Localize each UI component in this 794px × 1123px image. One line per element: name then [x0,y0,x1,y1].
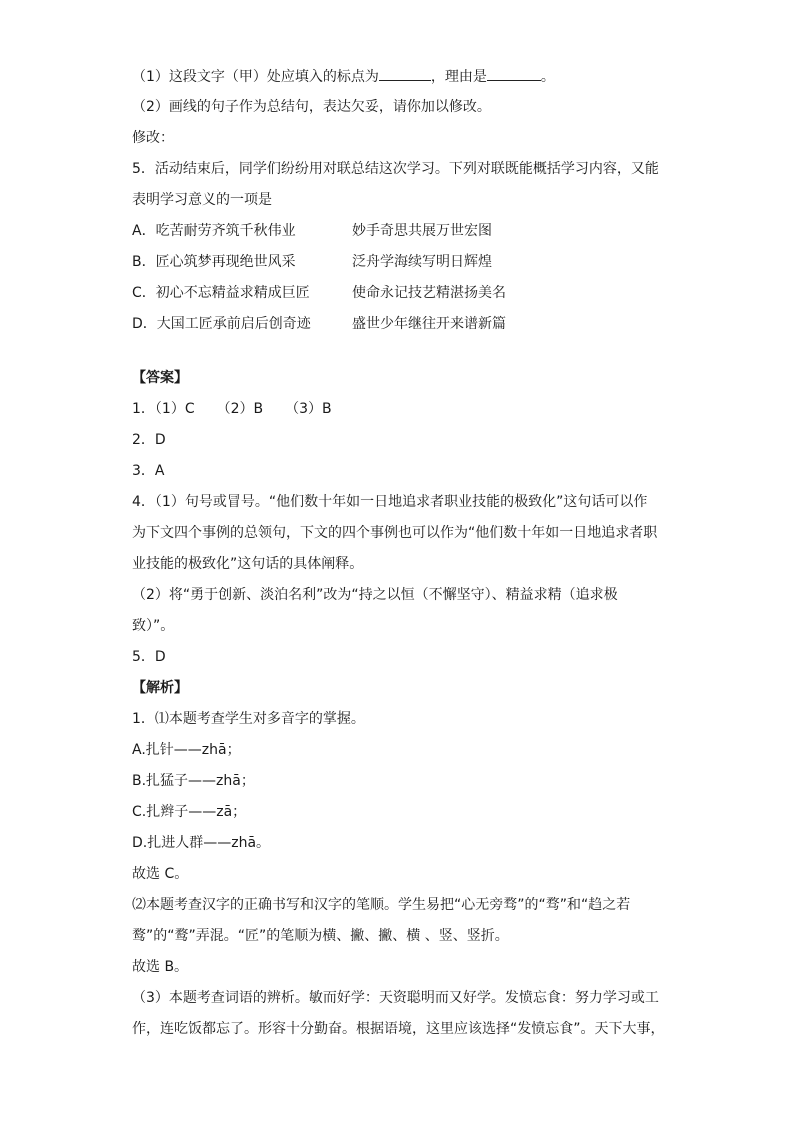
answer-3: 3．A [132,463,165,479]
answer-blank-1 [379,66,431,81]
analysis-line-11: 作，连吃饭都忘了。形容十分勤奋。根据语境，这里应该选择“发愤忘食”。天下大事， [132,1021,665,1037]
answer-4-line-1: 4．（1）句号或冒号。“他们数十年如一日地追求者职业技能的极致化”这句话可以作 [132,494,648,510]
question-4-edit-label: 修改： [132,130,174,146]
analysis-header: 【解析】 [132,680,188,696]
answer-header: 【答案】 [132,370,188,386]
answer-blank-2 [487,66,541,81]
question-4-1: （1）这段文字（甲）处应填入的标点为 ，理由是 。 [132,66,555,87]
analysis-line-3: B.扎猛子——zhā； [132,773,255,789]
answer-4-line-2: 为下文四个事例的总领句，下文的四个事例也可以作为“他们数十年如一日地追求者职 [132,525,658,541]
answer-5: 5．D [132,649,166,665]
question-5-stem-line-1: 5．活动结束后，同学们纷纷用对联总结这次学习。下列对联既能概括学习内容，又能 [132,161,659,177]
option-b: B．匠心筑梦再现绝世风采 泛舟学海续写明日辉煌 [132,254,492,270]
answer-1: 1．（1）C （2）B （3）B [132,401,332,417]
analysis-line-4: C.扎辫子——zā； [132,804,247,820]
analysis-line-1: 1．⑴本题考查学生对多音字的掌握。 [132,711,365,727]
answer-4-line-3: 业技能的极致化”这句话的具体阐释。 [132,556,364,572]
analysis-line-5: D.扎进人群——zhā。 [132,835,271,851]
answer-4-line-4: （2）将“勇于创新、淡泊名利”改为“持之以恒（不懈坚守）、精益求精（追求极 [132,587,618,603]
analysis-line-6: 故选 C。 [132,866,189,882]
answer-2: 2．D [132,432,166,448]
question-4-1-text: （1）这段文字（甲）处应填入的标点为 [132,69,379,85]
analysis-line-8: 鹜”的“鹜”弄混。“匠”的笔顺为横、撇、撇、横 、竖、竖折。 [132,928,509,944]
question-5-stem-line-2: 表明学习意义的一项是 [132,192,272,208]
analysis-line-7: ⑵本题考查汉字的正确书写和汉字的笔顺。学生易把“心无旁骛”的“骛”和“趋之若 [132,897,631,913]
analysis-line-9: 故选 B。 [132,959,189,975]
question-4-2: （2）画线的句子作为总结句，表达欠妥，请你加以修改。 [132,99,491,115]
answer-4-line-5: 致）”。 [132,618,175,634]
question-4-1-reason: ，理由是 [430,69,487,85]
analysis-line-10: （3）本题考查词语的辨析。敏而好学：天资聪明而又好学。发愤忘食：努力学习或工 [132,990,659,1006]
analysis-line-2: A.扎针——zhā； [132,742,241,758]
option-c: C．初心不忘精益求精成巨匠 使命永记技艺精湛扬美名 [132,285,506,301]
option-a: A．吃苦耐劳齐筑千秋伟业 妙手奇思共展万世宏图 [132,223,492,239]
option-d: D．大国工匠承前启后创奇迹 盛世少年继往开来谱新篇 [132,316,506,332]
